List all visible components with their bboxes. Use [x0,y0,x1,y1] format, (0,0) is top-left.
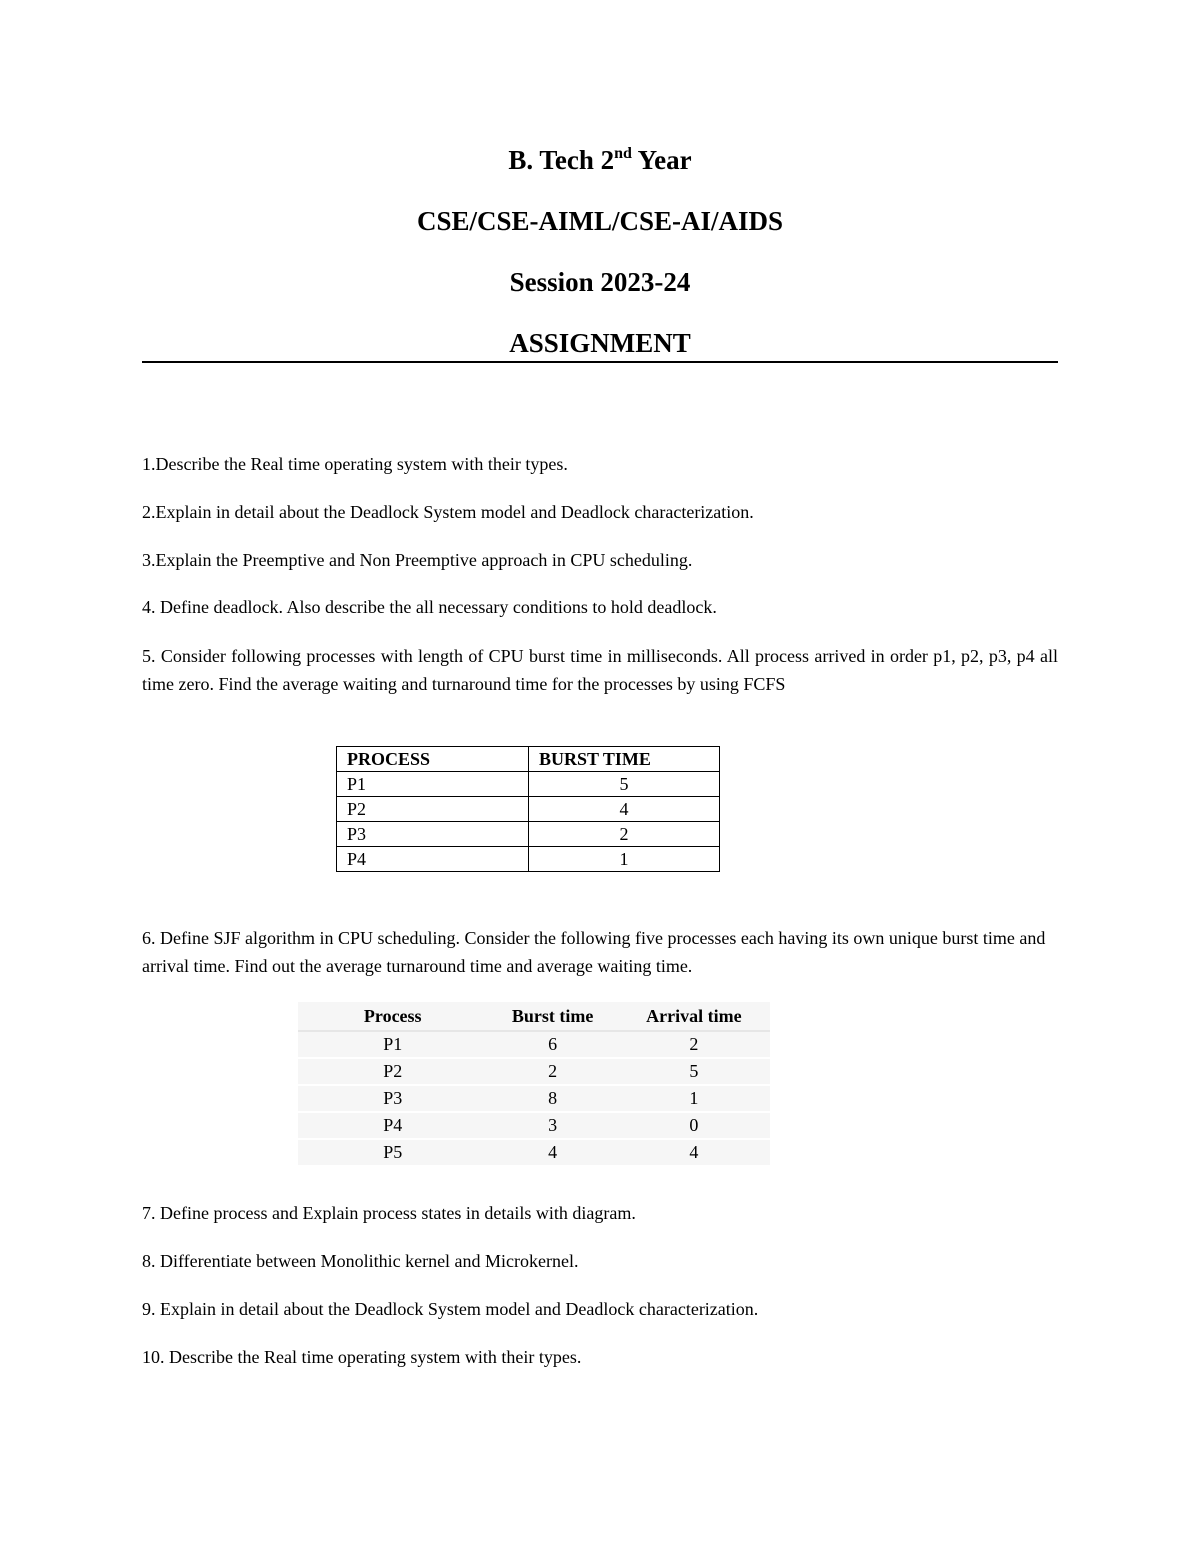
table-row [337,797,720,822]
question-1: 1.Describe the Real time operating system with their types. [142,454,568,474]
table-cell: P5 [298,1140,487,1167]
table-cell: 4 [529,797,720,822]
table-cell: 4 [487,1140,617,1167]
table-cell: 2 [618,1032,770,1059]
table-row [298,1113,770,1140]
table-cell: 5 [618,1059,770,1086]
table-cell: 3 [487,1113,617,1140]
course-title-main: B. Tech 2 [508,145,615,175]
table-row [337,772,720,797]
table-cell: 8 [487,1086,617,1113]
assignment-title: ASSIGNMENT [509,328,691,358]
table-row [337,847,720,872]
question-5: 5. Consider following processes with length of CPU burst time in milliseconds. All process arrived in order p1, p2, p3, p4 all time zero. Find the average waiting and turnaround time for the processes by using FCFS [142,646,1058,694]
table-row [298,1032,770,1059]
column-header: BURST TIME [529,747,720,772]
table-header-row [298,1002,770,1032]
table-header-row [337,747,720,772]
table-cell: P2 [298,1059,487,1086]
table-cell: P1 [337,772,529,797]
header-divider [142,361,1058,363]
column-header: PROCESS [337,747,529,772]
question-3: 3.Explain the Preemptive and Non Preemptive approach in CPU scheduling. [142,550,693,570]
table-cell: 6 [487,1032,617,1059]
fcfs-process-table [336,746,720,872]
question-9: 9. Explain in detail about the Deadlock System model and Deadlock characterization. [142,1299,759,1319]
question-7: 7. Define process and Explain process states in details with diagram. [142,1203,636,1223]
branch-title: CSE/CSE-AIML/CSE-AI/AIDS [416,206,784,236]
course-title-superscript: nd [614,145,632,162]
column-header: Process [298,1002,487,1032]
table-cell: P4 [298,1113,487,1140]
question-2: 2.Explain in detail about the Deadlock System model and Deadlock characterization. [142,502,754,522]
table-cell: P3 [298,1086,487,1113]
column-header: Arrival time [618,1002,770,1032]
table-row [298,1140,770,1167]
question-10: 10. Describe the Real time operating system with their types. [142,1347,582,1367]
table-cell: P3 [337,822,529,847]
table-cell: 1 [618,1086,770,1113]
table-cell: 0 [618,1113,770,1140]
sjf-process-table [298,1002,770,1167]
column-header: Burst time [487,1002,617,1032]
table-cell: P4 [337,847,529,872]
table-cell: 5 [529,772,720,797]
course-title [142,144,1058,176]
question-8: 8. Differentiate between Monolithic kernel and Microkernel. [142,1251,579,1271]
table-cell: 2 [487,1059,617,1086]
table-cell: P2 [337,797,529,822]
course-title-suffix: Year [631,145,692,175]
table-cell: 4 [618,1140,770,1167]
table-cell: P1 [298,1032,487,1059]
table-row [298,1059,770,1086]
table-cell: 2 [529,822,720,847]
table-row [337,822,720,847]
table-cell: 1 [529,847,720,872]
question-4: 4. Define deadlock. Also describe the all necessary conditions to hold deadlock. [142,597,717,617]
question-6: 6. Define SJF algorithm in CPU scheduling. Consider the following five processes each having its own unique burst time and arrival time. Find out the average turnaround time and average waiting time. [142,928,1046,976]
table-row [298,1086,770,1113]
session-title: Session 2023-24 [509,267,691,297]
